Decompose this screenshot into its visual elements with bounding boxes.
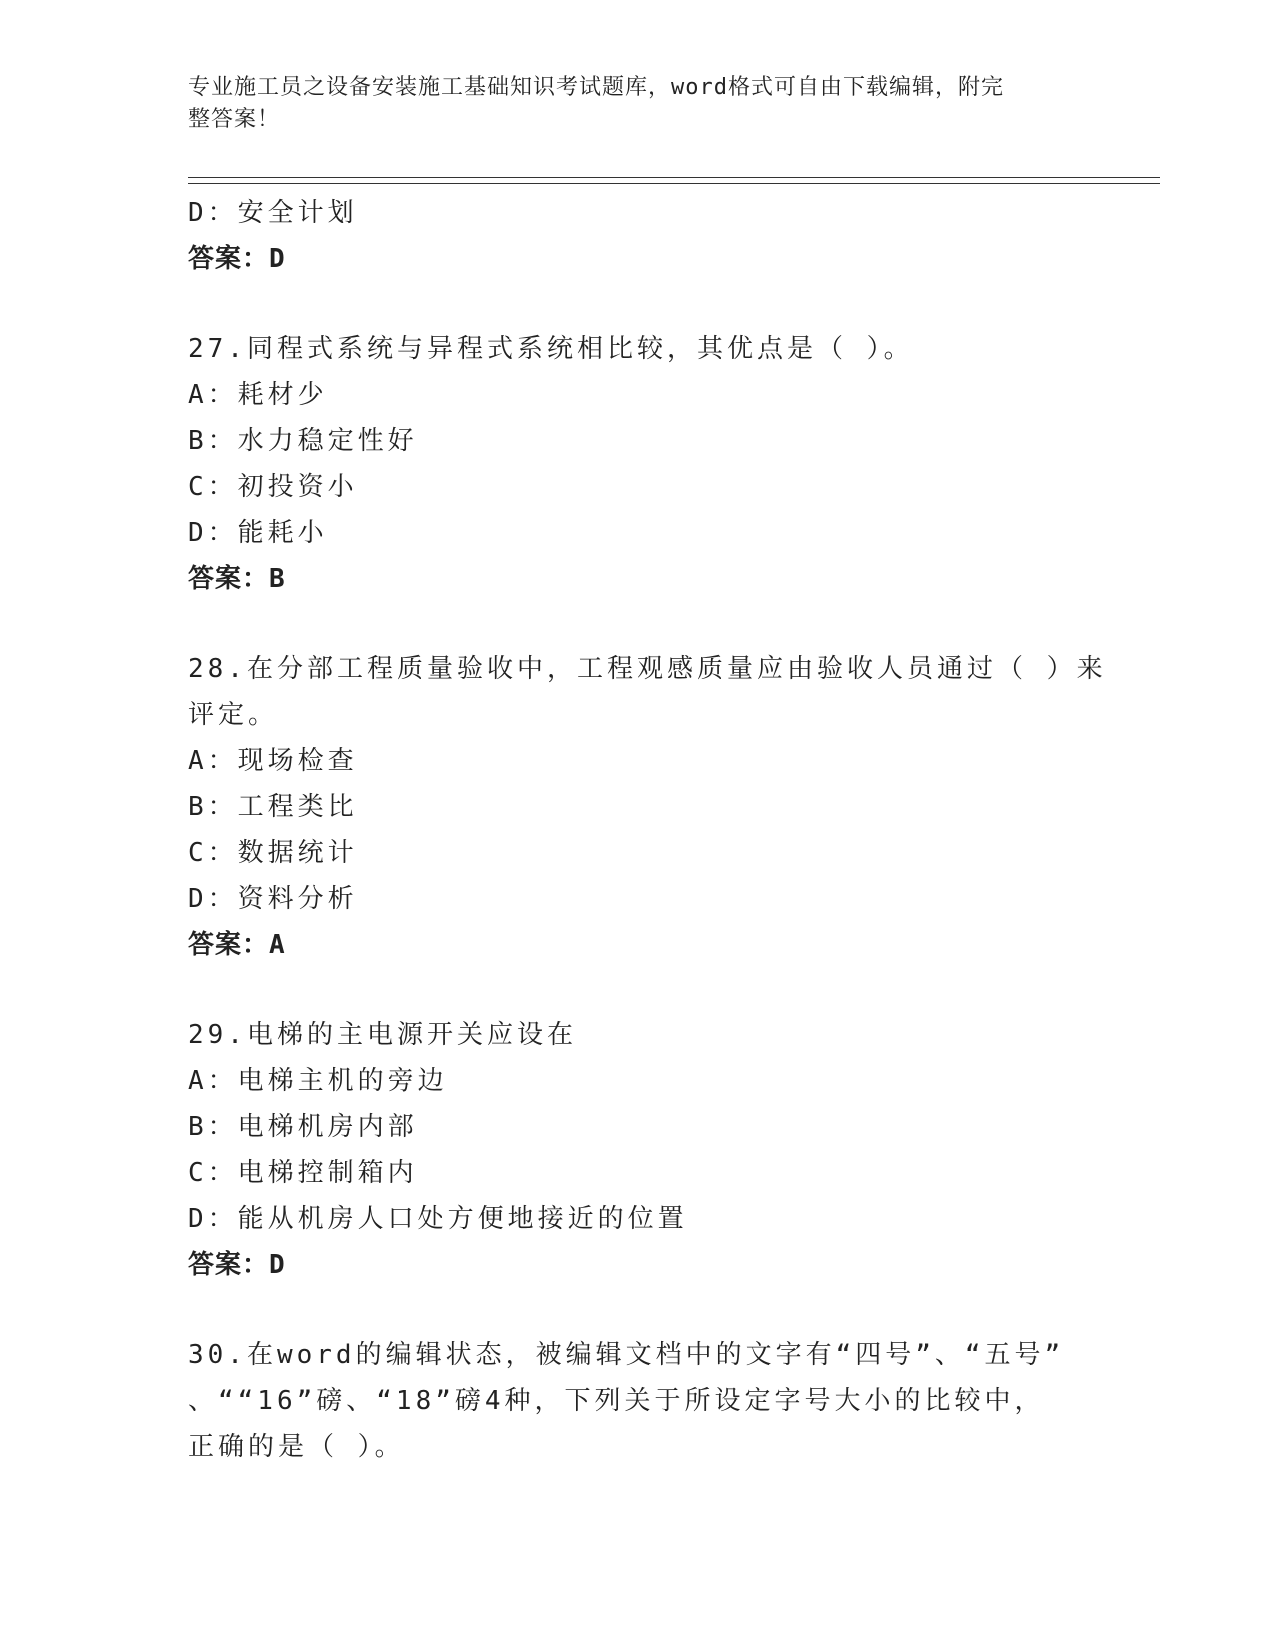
q30-stem-line-1: 30.在word的编辑状态，被编辑文档中的文字有“四号”、“五号” [188, 1340, 1065, 1370]
q27-option-c: C：初投资小 [188, 472, 358, 502]
q29-stem: 29.电梯的主电源开关应设在 [188, 1020, 577, 1050]
q30-stem-line-2: 、““16”磅、“18”磅4种，下列关于所设定字号大小的比较中， [188, 1386, 1045, 1416]
header-title-line-2: 整答案！ [188, 107, 281, 132]
prev-answer: 答案：D [188, 244, 286, 274]
q29-answer: 答案：D [188, 1250, 286, 1280]
document-header [188, 72, 1068, 136]
q28-stem-line-1: 28.在分部工程质量验收中，工程观感质量应由验收人员通过（ ）来 [188, 654, 1107, 684]
q28-option-a: A：现场检查 [188, 746, 358, 776]
q29-option-c: C：电梯控制箱内 [188, 1158, 418, 1188]
header-rule-top [188, 177, 1160, 178]
q27-option-d: D：能耗小 [188, 518, 328, 548]
spacer [188, 1288, 1068, 1332]
q29-option-b: B：电梯机房内部 [188, 1112, 418, 1142]
q27-option-b: B：水力稳定性好 [188, 426, 418, 456]
header-title-line-1: 专业施工员之设备安装施工基础知识考试题库，word格式可自由下载编辑，附完 [188, 75, 1004, 100]
q28-stem-line-2: 评定。 [188, 700, 279, 730]
q29-option-a: A：电梯主机的旁边 [188, 1066, 448, 1096]
q28-option-b: B：工程类比 [188, 792, 358, 822]
spacer [188, 968, 1068, 1012]
prev-option-d: D：安全计划 [188, 198, 358, 228]
q28-option-c: C：数据统计 [188, 838, 358, 868]
spacer [188, 602, 1068, 646]
q28-option-d: D：资料分析 [188, 884, 358, 914]
q27-option-a: A：耗材少 [188, 380, 328, 410]
q28-answer: 答案：A [188, 930, 286, 960]
q29-option-d: D：能从机房人口处方便地接近的位置 [188, 1204, 688, 1234]
spacer [188, 282, 1068, 326]
q30-stem-line-3: 正确的是（ ）。 [188, 1432, 405, 1462]
q27-answer: 答案：B [188, 564, 286, 594]
document-body [188, 190, 1107, 1470]
q27-stem: 27.同程式系统与异程式系统相比较，其优点是（ ）。 [188, 334, 914, 364]
header-rule-bottom [188, 183, 1160, 184]
